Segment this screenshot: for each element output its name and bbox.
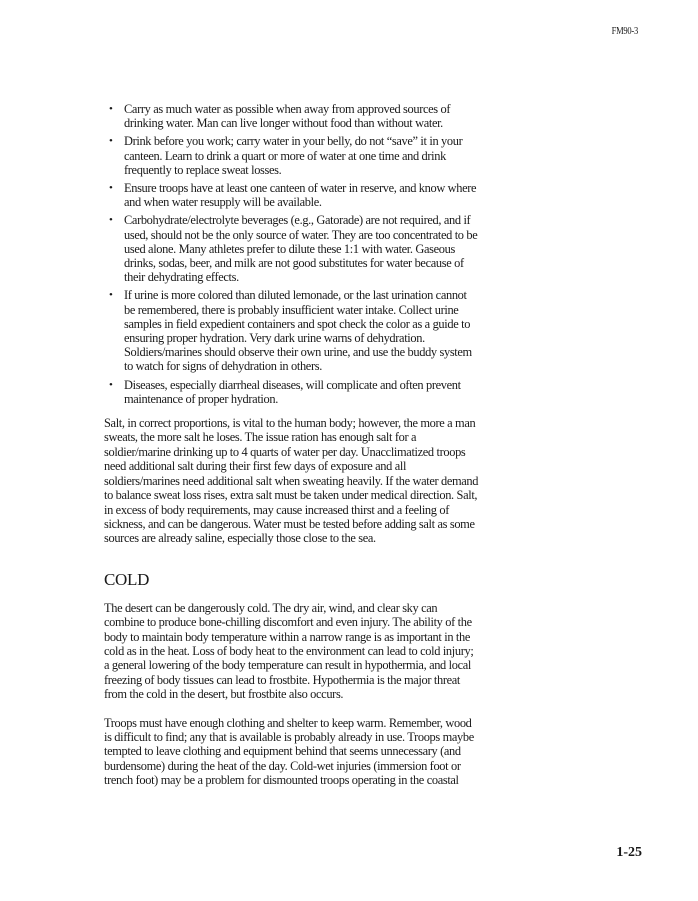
bullet-text: Carry as much water as possible when away from approved sources of drinking water. Man can live longer without food than without water. <box>124 102 451 131</box>
document-id-header: FM90-3 <box>611 26 638 37</box>
page-number: 1-25 <box>616 845 642 860</box>
bullet-icon: • <box>109 135 113 148</box>
bullet-text: Diseases, especially diarrheal diseases, will complicate and often prevent maintenance of proper hydration. <box>124 377 461 406</box>
bullet-icon: • <box>109 214 113 227</box>
salt-paragraph: Salt, in correct proportions, is vital to the human body; however, the more a man sweats, the more salt he loses. The issue ration has enough salt for a soldier/marine drinking up to 4 quarts of water per day. Unacclimatized troops need additional salt during their first few days of exposure and all soldiers/marines need additional salt when sweating heavily. If the water demand to balance sweat loss rises, extra salt must be taken under medical direction. Salt, in excess of body requirements, may cause increased thirst and a feeling of sickness, and can be dangerous. Water must be tested before adding salt as some sources are already saline, especially those close to the sea. <box>104 416 479 546</box>
bullet-text: Carbohydrate/electrolyte beverages (e.g., Gatorade) are not required, and if used, should not be the only source of water. They are too concentrated to be used alone. Many athletes prefer to dilute these 1:1 with water. Gaseous drinks, sodas, beer, and milk are not good substitutes for water because of their dehydrating effects. <box>124 213 478 285</box>
page-body <box>104 102 479 788</box>
bullet-icon: • <box>109 378 113 391</box>
list-item <box>109 213 479 285</box>
bullet-text: If urine is more colored than diluted lemonade, or the last urination cannot be remembered, there is probably insufficient water intake. Collect urine samples in field expedient containers and spot check the color as a guide to ensuring proper hydration. Very dark urine warns of dehydration. Soldiers/marines should observe their own urine, and use the buddy system to watch for signs of dehydration in others. <box>124 288 472 374</box>
bullet-text: Ensure troops have at least one canteen of water in reserve, and know where and when water resupply will be available. <box>124 181 477 210</box>
bullet-icon: • <box>109 289 113 302</box>
bullet-text: Drink before you work; carry water in your belly, do not “save” it in your canteen. Learn to drink a quart or more of water at one time and drink frequently to replace sweat losses. <box>124 134 463 177</box>
list-item <box>109 102 479 131</box>
list-item <box>109 288 479 374</box>
list-item <box>109 377 479 406</box>
cold-paragraph-1: The desert can be dangerously cold. The dry air, wind, and clear sky can combine to produce bone-chilling discomfort and even injury. The ability of the body to maintain body temperature within a narrow range is as important in the cold as in the heat. Loss of body heat to the environment can lead to cold injury; a general lowering of the body temperature can result in hypothermia, and local freezing of body tissues can lead to frostbite. Hypothermia is the major threat from the cold in the desert, but frostbite also occurs. <box>104 600 474 702</box>
cold-paragraph-2: Troops must have enough clothing and shelter to keep warm. Remember, wood is difficult to find; any that is available is probably already in use. Troops maybe tempted to leave clothing and equipment behind that seems unnecessary (and burdensome) during the heat of the day. Cold-wet injuries (immersion foot or trench foot) may be a problem for dismounted troops operating in the coastal <box>104 715 474 788</box>
hydration-bullet-list <box>104 102 479 406</box>
list-item <box>109 181 479 210</box>
bullet-icon: • <box>109 103 113 115</box>
bullet-icon: • <box>109 182 113 195</box>
list-item <box>109 134 479 177</box>
cold-section-heading: COLD <box>104 569 150 589</box>
